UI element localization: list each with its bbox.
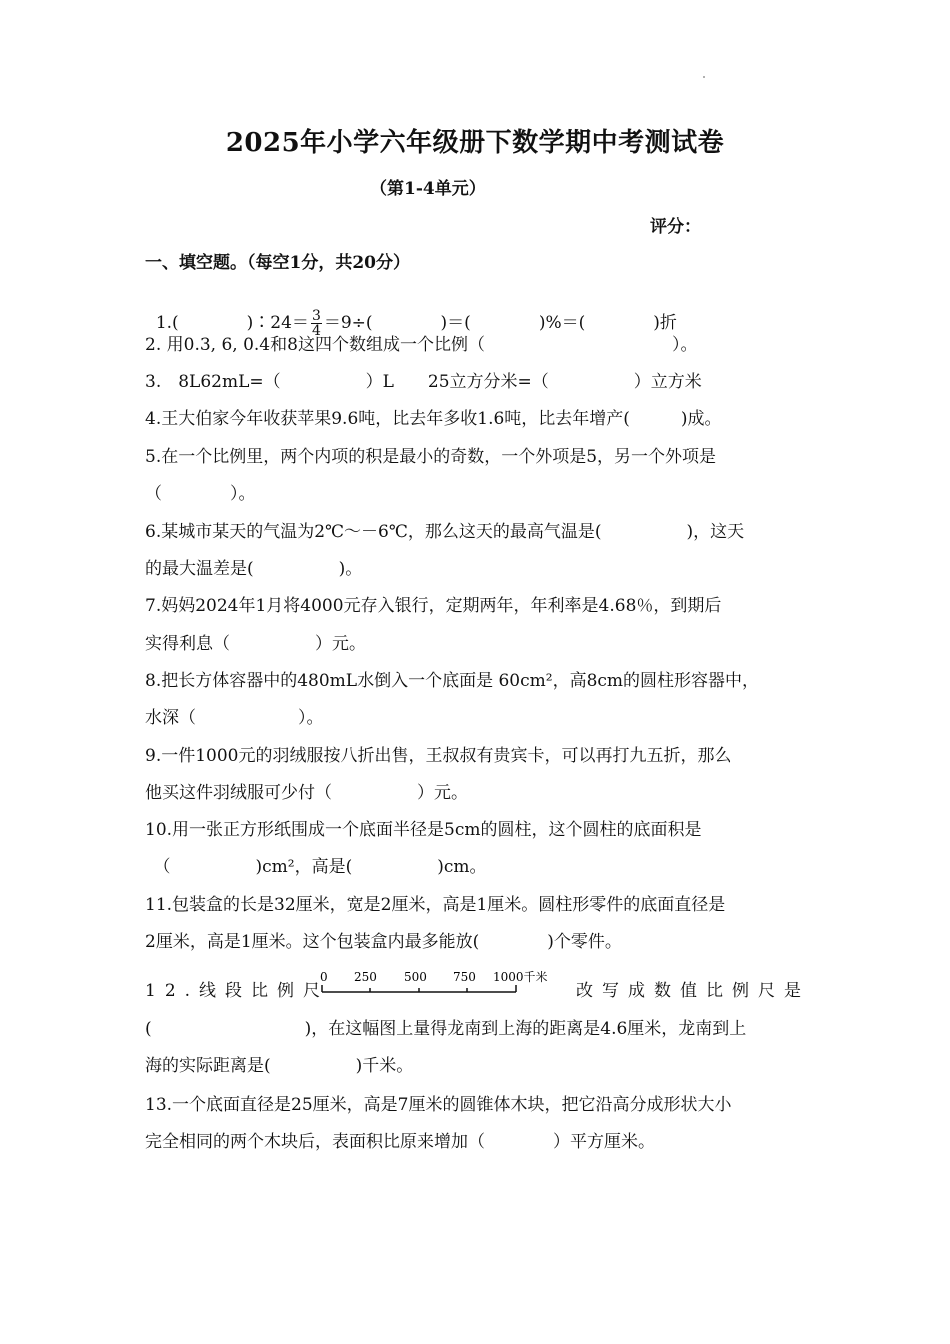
line-scale-bar xyxy=(318,968,573,1002)
fraction-numerator: 3 xyxy=(311,308,321,324)
scale-label: 1000千米 xyxy=(493,970,548,984)
question-10-line-1: 10.用一张正方形纸围成一个底面半径是5cm的圆柱，这个圆柱的底面积是 xyxy=(145,820,702,840)
question-10-line-2: （ )cm²，高是( )cm。 xyxy=(145,857,487,877)
question-12-suffix: 改写成数值比例尺是 xyxy=(576,981,810,1001)
q1-part-a: 1.( )∶24＝ xyxy=(155,313,309,333)
question-3: 3. 8L62mL=（ ）L 25立方分米=（ ）立方米 xyxy=(145,372,702,392)
question-8-line-2: 水深（ ）。 xyxy=(145,708,324,728)
question-12-prefix: 12.线段比例尺 xyxy=(145,981,330,1001)
question-6-line-2: 的最大温差是( )。 xyxy=(145,559,363,579)
question-12-line-3: 海的实际距离是( )千米。 xyxy=(145,1056,414,1076)
question-4: 4.王大伯家今年收获苹果9.6吨，比去年多收1.6吨，比去年增产( )成。 xyxy=(145,409,722,429)
scale-label: 0 xyxy=(320,970,328,984)
fraction-denominator: 4 xyxy=(311,323,321,339)
q1-part-b: ＝9÷( )＝( )%＝( )折 xyxy=(323,313,677,333)
score-label: 评分： xyxy=(650,217,701,237)
question-11-line-2: 2厘米，高是1厘米。这个包装盒内最多能放( )个零件。 xyxy=(145,932,622,952)
question-11-line-1: 11.包装盒的长是32厘米，宽是2厘米，高是1厘米。圆柱形零件的底面直径是 xyxy=(145,895,726,915)
question-12-line-2: ( )，在这幅图上量得龙南到上海的距离是4.6厘米，龙南到上 xyxy=(145,1019,747,1039)
question-9-line-1: 9.一件1000元的羽绒服按八折出售，王叔叔有贵宾卡，可以再打九五折，那么 xyxy=(145,746,732,766)
page-subtitle: （第1-4单元） xyxy=(370,179,486,199)
scale-label: 500 xyxy=(404,970,427,984)
question-5-line-2: （ ）。 xyxy=(145,484,256,504)
question-8-line-1: 8.把长方体容器中的480mL水倒入一个底面是 60cm²，高8cm的圆柱形容器中， xyxy=(145,671,760,691)
scale-label: 750 xyxy=(453,970,476,984)
question-13-line-2: 完全相同的两个木块后，表面积比原来增加（ ）平方厘米。 xyxy=(145,1132,655,1152)
question-9-line-2: 他买这件羽绒服可少付（ ）元。 xyxy=(145,783,468,803)
question-1 xyxy=(145,292,677,338)
stray-mark xyxy=(703,76,705,78)
fraction xyxy=(311,309,322,338)
question-7-line-2: 实得利息（ ）元。 xyxy=(145,634,366,654)
question-7-line-1: 7.妈妈2024年1月将4000元存入银行，定期两年，年利率是4.68％，到期后 xyxy=(145,596,722,616)
section-heading: 一、填空题。（每空1分，共20分） xyxy=(145,253,410,273)
question-6-line-1: 6.某城市某天的气温为2℃～－6℃，那么这天的最高气温是( )，这天 xyxy=(145,522,745,542)
question-5-line-1: 5.在一个比例里，两个内项的积是最小的奇数，一个外项是5，另一个外项是 xyxy=(145,447,717,467)
question-2: 2. 用0.3, 6, 0.4和8这四个数组成一个比例（ ）。 xyxy=(145,335,698,355)
scale-label: 250 xyxy=(354,970,377,984)
question-13-line-1: 13.一个底面直径是25厘米，高是7厘米的圆锥体木块，把它沿高分成形状大小 xyxy=(145,1095,732,1115)
page-title: 2025年小学六年级册下数学期中考测试卷 xyxy=(225,128,725,158)
